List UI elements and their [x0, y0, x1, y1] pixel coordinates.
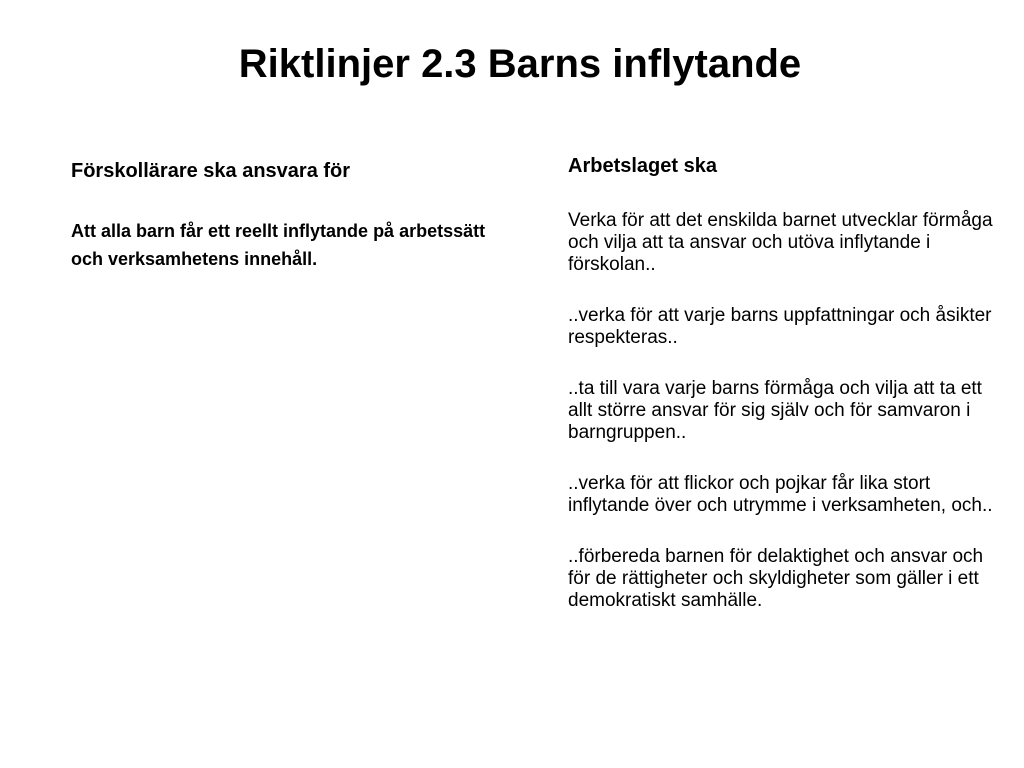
list-item: ..verka för att varje barns uppfattningar och åsikter respekteras.. [568, 305, 992, 348]
list-item: Verka för att det enskilda barnet utvecklar förmåga och vilja att ta ansvar och utöva inflytande i förskolan.. [568, 210, 993, 275]
right-column-heading: Arbetslaget ska [568, 155, 717, 177]
left-column-heading: Förskollärare ska ansvara för [71, 160, 351, 182]
left-column-text: Att alla barn får ett reellt inflytande på arbetssätt och verksamhetens innehåll. [71, 221, 486, 269]
right-column [568, 152, 998, 641]
list-item: ..förbereda barnen för delaktighet och ansvar och för de rättigheter och skyldigheter som gäller i ett demokratiskt samhälle. [568, 546, 984, 611]
left-column [71, 157, 501, 273]
slide-title: Riktlinjer 2.3 Barns inflytande [238, 42, 802, 86]
list-item: ..ta till vara varje barns förmåga och vilja att ta ett allt större ansvar för sig själv och för samvaron i barngruppen.. [568, 378, 982, 443]
right-column-list [568, 210, 998, 612]
list-item: ..verka för att flickor och pojkar får lika stort inflytande över och utrymme i verksamheten, och.. [568, 473, 993, 516]
